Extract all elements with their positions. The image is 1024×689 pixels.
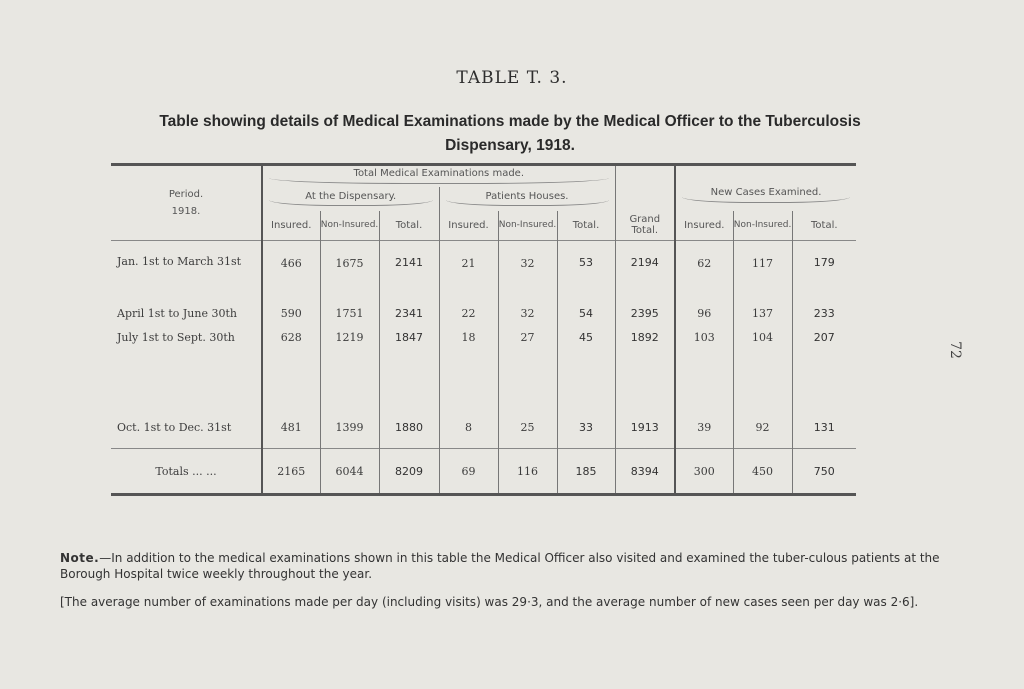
cell: 2194 [615, 241, 675, 307]
note-1-text: —In addition to the medical examinations shown in this table the Medical Officer also visited and examined the tuber-culous patients at the Borough Hospital twice weekly throughout the year. [60, 551, 940, 581]
cell: 628 [262, 331, 320, 421]
disp-total-header: Total. [379, 211, 439, 241]
table-row [111, 331, 856, 421]
period-label: Period. [168, 189, 204, 200]
cell: 18 [439, 331, 498, 421]
totals-label: Totals ... ... [155, 464, 217, 478]
new-non-insured-header: Non-Insured. [733, 211, 792, 241]
table-subtitle [60, 110, 960, 158]
cell: 32 [498, 307, 557, 331]
cell: 2165 [262, 449, 320, 495]
total-exams-header: Total Medical Examinations made. [262, 165, 615, 187]
cell: 103 [675, 331, 733, 421]
period-cell: Oct. 1st to Dec. 31st [117, 420, 232, 434]
cell: 185 [557, 449, 615, 495]
cell: 466 [262, 241, 320, 307]
house-total-header: Total. [557, 211, 615, 241]
footnote-1 [60, 550, 940, 582]
table-title: TABLE T. 3. [456, 68, 568, 88]
period-header [111, 165, 262, 241]
cell: 2395 [615, 307, 675, 331]
house-non-insured-header: Non-Insured. [498, 211, 557, 241]
cell: 54 [557, 307, 615, 331]
cell: 104 [733, 331, 792, 421]
cell: 96 [675, 307, 733, 331]
cell: 27 [498, 331, 557, 421]
cell: 481 [262, 421, 320, 449]
new-total-header: Total. [792, 211, 856, 241]
cell: 1913 [615, 421, 675, 449]
cell: 6044 [320, 449, 379, 495]
subtitle-line-2: Dispensary, 1918. [445, 137, 575, 154]
period-cell: April 1st to June 30th [117, 306, 237, 320]
dispensary-header: At the Dispensary. [262, 187, 439, 211]
examinations-table [111, 163, 856, 496]
table-row [111, 421, 856, 449]
footnote-2: [The average number of examinations made per day (including visits) was 29·3, and the average number of new cases seen per day was 2·6]. [60, 595, 919, 609]
cell: 25 [498, 421, 557, 449]
cell: 33 [557, 421, 615, 449]
note-label: Note. [60, 551, 100, 565]
cell: 450 [733, 449, 792, 495]
cell: 207 [792, 331, 856, 421]
disp-insured-header: Insured. [262, 211, 320, 241]
cell: 32 [498, 241, 557, 307]
cell: 1399 [320, 421, 379, 449]
cell: 62 [675, 241, 733, 307]
period-cell: July 1st to Sept. 30th [117, 330, 235, 344]
cell: 22 [439, 307, 498, 331]
cell: 117 [733, 241, 792, 307]
cell: 1847 [379, 331, 439, 421]
totals-row [111, 449, 856, 495]
cell: 2141 [379, 241, 439, 307]
cell: 116 [498, 449, 557, 495]
cell: 92 [733, 421, 792, 449]
cell: 69 [439, 449, 498, 495]
cell: 2341 [379, 307, 439, 331]
cell: 179 [792, 241, 856, 307]
cell: 750 [792, 449, 856, 495]
cell: 300 [675, 449, 733, 495]
disp-non-insured-header: Non-Insured. [320, 211, 379, 241]
cell: 21 [439, 241, 498, 307]
house-insured-header: Insured. [439, 211, 498, 241]
new-insured-header: Insured. [675, 211, 733, 241]
table-row [111, 307, 856, 331]
year-label: 1918. [171, 206, 201, 217]
subtitle-line-1: Table showing details of Medical Examinations made by the Medical Officer to the Tuberculosis [159, 113, 861, 130]
cell: 1675 [320, 241, 379, 307]
cell: 1219 [320, 331, 379, 421]
cell: 131 [792, 421, 856, 449]
table-row [111, 241, 856, 307]
new-cases-header: New Cases Examined. [675, 165, 856, 211]
page-number: 72 [946, 341, 963, 359]
cell: 53 [557, 241, 615, 307]
cell: 8394 [615, 449, 675, 495]
cell: 45 [557, 331, 615, 421]
cell: 590 [262, 307, 320, 331]
period-cell: Jan. 1st to March 31st [117, 255, 242, 268]
cell: 8209 [379, 449, 439, 495]
cell: 1892 [615, 331, 675, 421]
cell: 1751 [320, 307, 379, 331]
cell: 1880 [379, 421, 439, 449]
cell: 8 [439, 421, 498, 449]
patients-houses-header: Patients Houses. [439, 187, 615, 211]
grand-total-header: Grand Total. [615, 165, 675, 241]
cell: 39 [675, 421, 733, 449]
cell: 137 [733, 307, 792, 331]
cell: 233 [792, 307, 856, 331]
